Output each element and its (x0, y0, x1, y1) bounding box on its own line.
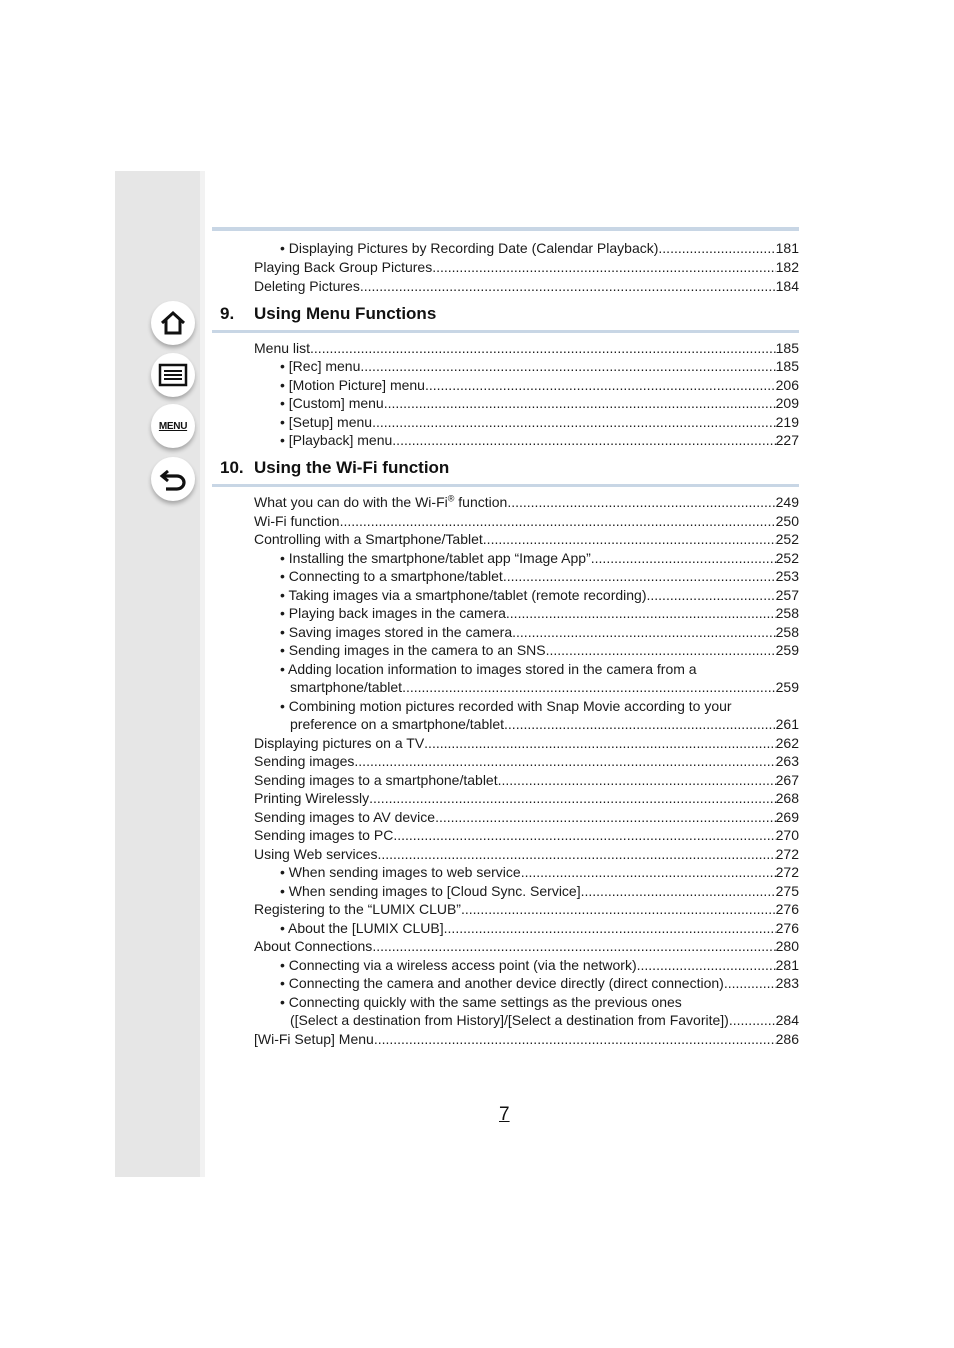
toc-entry[interactable]: • Saving images stored in the camera ..... 258 (280, 623, 799, 641)
toc-entry[interactable]: • Playing back images in the camera ..... 258 (280, 604, 799, 622)
toc-entry[interactable]: Sending images ..... 263 (254, 752, 799, 770)
toc-entry[interactable]: • Connecting to a smartphone/tablet ..... 253 (280, 567, 799, 585)
toc-entry[interactable]: Printing Wirelessly ..... 268 (254, 789, 799, 807)
toc-entry[interactable]: Playing Back Group Pictures ..... 182 (254, 258, 799, 276)
page-number: 7 (499, 1104, 510, 1125)
menu-icon: MENU (158, 420, 188, 432)
toc-entry[interactable]: Controlling with a Smartphone/Tablet ..... 252 (254, 530, 799, 548)
toc-entry[interactable]: Sending images to a smartphone/tablet ..... 267 (254, 771, 799, 789)
toc-entry[interactable]: About Connections ..... 280 (254, 937, 799, 955)
section-heading-10: 10. Using the Wi-Fi function (220, 458, 450, 477)
toc-entry[interactable]: • [Rec] menu ..... 185 (280, 357, 799, 375)
toc-entry[interactable]: • When sending images to [Cloud Sync. Service] ..... 275 (280, 882, 799, 900)
toc-entry[interactable]: • [Motion Picture] menu ..... 206 (280, 376, 799, 394)
toc-entry[interactable]: • About the [LUMIX CLUB] ..... 276 (280, 919, 799, 937)
toc-entry-line[interactable]: • Adding location information to images stored in the camera from a (280, 661, 697, 677)
toc-entry[interactable]: Sending images to AV device ..... 269 (254, 808, 799, 826)
home-button[interactable] (151, 301, 195, 345)
toc-entry[interactable]: • Taking images via a smartphone/tablet (remote recording) ..... 257 (280, 586, 799, 604)
top-rule (212, 227, 799, 231)
back-button[interactable] (151, 457, 195, 501)
toc-entry[interactable]: What you can do with the Wi-Fi® function ..... 249 (254, 493, 799, 511)
toc-entry[interactable]: Menu list ..... 185 (254, 339, 799, 357)
toc-entry[interactable]: Sending images to PC ..... 270 (254, 826, 799, 844)
toc-entry[interactable]: • Displaying Pictures by Recording Date (Calendar Playback) ..... 181 (280, 239, 799, 257)
menu-button[interactable] (151, 404, 195, 448)
toc-entry-line[interactable]: • Combining motion pictures recorded with Snap Movie according to your (280, 698, 732, 714)
toc-entry[interactable]: Using Web services ..... 272 (254, 845, 799, 863)
toc-entry[interactable]: smartphone/tablet ..... 259 (290, 678, 799, 696)
contents-button[interactable] (151, 353, 195, 397)
contents-list-icon (158, 363, 188, 387)
toc-entry-line[interactable]: • Connecting quickly with the same settings as the previous ones (280, 994, 682, 1010)
toc-entry[interactable]: • Connecting via a wireless access point (via the network) ..... 281 (280, 956, 799, 974)
toc-entry[interactable]: • Sending images in the camera to an SNS ..... 259 (280, 641, 799, 659)
home-icon (159, 309, 187, 337)
toc-entry[interactable]: • Connecting the camera and another device directly (direct connection) ..... 283 (280, 974, 799, 992)
section-rule (212, 330, 799, 333)
toc-entry[interactable]: Registering to the “LUMIX CLUB” ..... 276 (254, 900, 799, 918)
sidebar-edge (200, 171, 205, 1177)
toc-entry[interactable]: ([Select a destination from History]/[Select a destination from Favorite]) ..... 284 (290, 1011, 799, 1029)
toc-entry[interactable]: • Installing the smartphone/tablet app “Image App” ..... 252 (280, 549, 799, 567)
toc-entry[interactable]: • When sending images to web service ..... 272 (280, 863, 799, 881)
toc-entry[interactable]: Deleting Pictures ..... 184 (254, 277, 799, 295)
section-heading-9: 9. Using Menu Functions (220, 304, 437, 323)
toc-entry[interactable]: • [Custom] menu ..... 209 (280, 394, 799, 412)
back-icon (158, 465, 188, 493)
section-rule (212, 484, 799, 487)
toc-entry[interactable]: • [Playback] menu ..... 227 (280, 431, 799, 449)
toc-entry[interactable]: preference on a smartphone/tablet ..... 261 (290, 715, 799, 733)
toc-entry[interactable]: [Wi-Fi Setup] Menu ..... 286 (254, 1030, 799, 1048)
toc-entry[interactable]: Wi-Fi function ..... 250 (254, 512, 799, 530)
toc-entry[interactable]: • [Setup] menu ..... 219 (280, 413, 799, 431)
toc-entry[interactable]: Displaying pictures on a TV ..... 262 (254, 734, 799, 752)
